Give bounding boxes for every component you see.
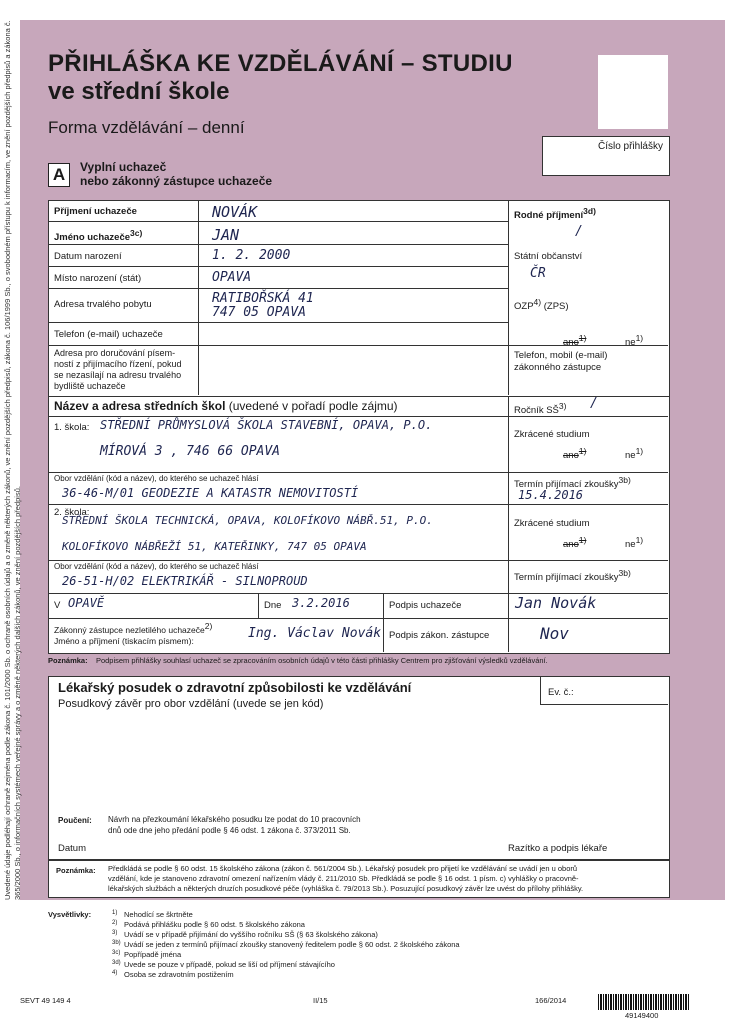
field1-value[interactable]: 36-46-M/01 GEODEZIE A KATASTR NEMOVITOSTÍ: [62, 486, 359, 500]
place-label: V: [54, 600, 61, 611]
footnote-number: 3d): [112, 960, 121, 966]
medical-stamp-label: Razítko a podpis lékaře: [508, 843, 608, 854]
section-a-line1: Vyplní uchazeč: [80, 160, 167, 174]
citizenship-field[interactable]: ČR: [530, 266, 546, 281]
side-legal-note: Uvedené údaje podléhají ochraně zejména podle zákona č. 101/2000 Sb. o ochraně osobních údajů a o změně některých zákonů, ve znění pozdějších předpisů, zákona č. 106/1999 Sb., o svobodném přístupu k informacím, ve znění pozdějších předpisů a zákona č. 365/2000 Sb., o informačních systémech veřejné správy a o změně některých dalších zákonů, ve znění pozdějších předpisů.: [3, 20, 22, 900]
applicant-signature[interactable]: Jan Novák: [515, 594, 597, 612]
surname-label: Příjmení uchazeče: [54, 206, 137, 217]
form-code: 166/2014: [535, 996, 567, 1005]
medical-note-label: Poznámka:: [56, 866, 96, 875]
schools-header: Název a adresa středních škol (uvedené v pořadí podle zájmu): [54, 399, 398, 413]
application-number-box[interactable]: [542, 136, 670, 176]
footnote-text: Uvádí se v případě přijímání do vyššího ročníku SŠ (§ 63 školského zákona): [124, 930, 378, 939]
page-code: II/15: [313, 996, 328, 1005]
school1-line1[interactable]: STŘEDNÍ PRŮMYSLOVÁ ŠKOLA STAVEBNÍ, OPAVA, P.O.: [100, 418, 433, 432]
guardian-label: Zákonný zástupce nezletilého uchazeče$^{2)}$ Jméno a příjmení (tiskacím písmem):: [54, 621, 213, 646]
phone-label: Telefon (e-mail) uchazeče: [54, 329, 163, 340]
birthdate-label: Datum narození: [54, 251, 122, 262]
exam1-value[interactable]: 15.4.2016: [518, 488, 584, 502]
school1-ano[interactable]: ano$^{1)}$: [563, 446, 587, 462]
footnote-text: Nehodící se škrtněte: [124, 910, 193, 919]
citizenship-label: Státní občanství: [514, 251, 583, 262]
parent-phone-label: Telefon, mobil (e-mail) zákonného zástupce: [514, 350, 608, 373]
address-field-line2[interactable]: 747 05 OPAVA: [212, 305, 306, 320]
guardian-signature[interactable]: Nov: [540, 624, 569, 643]
address-label: Adresa trvalého pobytu: [54, 299, 152, 310]
footnote-number: 3): [112, 930, 118, 936]
school1-label: 1. škola:: [54, 422, 90, 433]
birthdate-field[interactable]: 1. 2. 2000: [212, 248, 291, 263]
field2-value[interactable]: 26-51-H/02 ELEKTRIKÁŘ - SILNOPROUD: [62, 574, 308, 588]
footnote-text: Uvádí se jeden z termínů přijímací zkoušky stanovený ředitelem podle § 60 odst. 2 školského zákona: [124, 940, 460, 949]
maiden-name-strike[interactable]: /: [575, 224, 583, 239]
footnotes-label: Vysvětlivky:: [48, 910, 92, 919]
school1-line2[interactable]: MÍROVÁ 3 , 746 66 OPAVA: [100, 444, 281, 459]
school1-shortened-label: Zkrácené studium: [514, 429, 590, 440]
medical-date-label: Datum: [58, 843, 86, 854]
footnote-number: 1): [112, 910, 118, 916]
field2-label: Obor vzdělání (kód a název), do kterého se uchazeč hlásí: [54, 562, 259, 571]
mail-address-label: Adresa pro doručování písem- ností z přijímacího řízení, pokud se nezasílají na adresu trvalého bydliště uchazeče: [54, 348, 182, 391]
surname-field[interactable]: NOVÁK: [212, 203, 258, 221]
sevt-code: SEVT 49 149 4: [20, 996, 71, 1005]
guardian-sign-label: Podpis zákon. zástupce: [389, 630, 490, 641]
applicant-sign-label: Podpis uchazeče: [389, 600, 462, 611]
maiden-name-label: Rodné příjmení$^{3d)}$: [514, 206, 596, 222]
school2-ne[interactable]: $ne^{1)}$: [625, 535, 644, 551]
ozp-ne[interactable]: $ne^{1)}$: [625, 333, 644, 349]
guardian-name[interactable]: Ing. Václav Novák: [248, 626, 382, 641]
place-value[interactable]: OPAVĚ: [68, 596, 105, 610]
footnote-number: 3b): [112, 940, 121, 946]
date-value[interactable]: 3.2.2016: [292, 596, 350, 610]
name-label: Jméno uchazeče$^{3c)}$: [54, 228, 143, 244]
section-a-badge: A: [48, 163, 70, 187]
grade-label: Ročník SŠ$^{3)}$: [514, 401, 567, 417]
form-type: Forma vzdělávání – denní: [48, 118, 245, 137]
medical-note-text: Předkládá se podle § 60 odst. 15 školského zákona (zákon č. 561/2004 Sb.). Lékařský posudek pro přijetí ke vzdělávání se uvádí jen u oborů vzdělání, kde je stanoveno zdravotní omezení nařízením vlády č. 211/2010 Sb. Předkládá se podle § 16 odst. 1 písm. c) vyhlášky o pracovně- lékařských službách a některých druzích posudkové péče (vyhláška č. 79/2013 Sb.). Posuzující posudkový závěr lze uvést do přílohy přihlášky.: [108, 864, 584, 893]
school2-shortened-label: Zkrácené studium: [514, 518, 590, 529]
note-a: Poznámka: Podpisem přihlášky souhlasí uchazeč se zpracováním osobních údajů v této části přihlášky Centrem pro zjišťování výsledků vzdělávání.: [48, 656, 548, 665]
instruction-text: Návrh na přezkoumání lékařského posudku lze podat do 10 pracovních dnů ode dne jeho předání podle § 46 odst. 1 zákona č. 373/2011 Sb.: [108, 815, 361, 835]
medical-title: Lékařský posudek o zdravotní způsobilosti ke vzdělávání: [58, 680, 412, 695]
footnote-text: Podává přihlášku podle § 60 odst. 5 školského zákona: [124, 920, 305, 929]
footnote-text: Osoba se zdravotním postižením: [124, 970, 234, 979]
birthplace-label: Místo narození (stát): [54, 273, 142, 284]
birthplace-field[interactable]: OPAVA: [212, 270, 252, 285]
form-title: PŘIHLÁŠKA KE VZDĚLÁVÁNÍ – STUDIU: [48, 50, 513, 77]
footnote-number: 4): [112, 970, 118, 976]
medical-subtitle: Posudkový závěr pro obor vzdělání (uvede se jen kód): [58, 698, 324, 710]
school2-line1[interactable]: STŘEDNÍ ŠKOLA TECHNICKÁ, OPAVA, KOLOFÍKOVO NÁBŘ.51, P.O.: [62, 514, 433, 527]
exam1-label: Termín přijímací zkoušky$^{3b)}$: [514, 475, 631, 491]
school2-label: 2. škola:: [54, 507, 90, 518]
form-subtitle: ve střední škole: [48, 78, 230, 105]
grade-strike[interactable]: /: [590, 396, 598, 411]
section-a-line2: nebo zákonný zástupce uchazeče: [80, 174, 273, 188]
footnote-text: Popřípadě jména: [124, 950, 182, 959]
date-label: Dne: [264, 600, 282, 611]
footnote-number: 3c): [112, 950, 121, 956]
ozp-ano[interactable]: ano$^{1)}$: [563, 333, 587, 349]
section-a-title: [80, 160, 272, 188]
school2-line2[interactable]: KOLOFÍKOVO NÁBŘEŽÍ 51, KATEŘINKY, 747 05 OPAVA: [62, 540, 367, 553]
footnote-text: Uvede se pouze v případě, pokud se liší od příjmení stávajícího: [124, 960, 335, 969]
school1-ne[interactable]: $ne^{1)}$: [625, 446, 644, 462]
barcode: [598, 994, 690, 1010]
exam2-label: Termín přijímací zkoušky$^{3b)}$: [514, 568, 631, 584]
field1-label: Obor vzdělání (kód a název), do kterého se uchazeč hlásí: [54, 474, 259, 483]
barcode-number: 49149400: [625, 1011, 659, 1020]
school2-ano[interactable]: ano$^{1)}$: [563, 535, 587, 551]
application-number-label: Číslo přihlášky: [597, 141, 663, 152]
name-field[interactable]: JAN: [212, 226, 240, 244]
address-field-line1[interactable]: RATIBOŘSKÁ 41: [212, 291, 314, 306]
instruction-label: Poučení:: [58, 816, 92, 825]
ev-label: Ev. č.:: [548, 687, 574, 698]
ozp-label: OZP$^{4)}$ (ZPS): [514, 297, 569, 313]
footnote-number: 2): [112, 920, 118, 926]
photo-box: [598, 55, 668, 129]
